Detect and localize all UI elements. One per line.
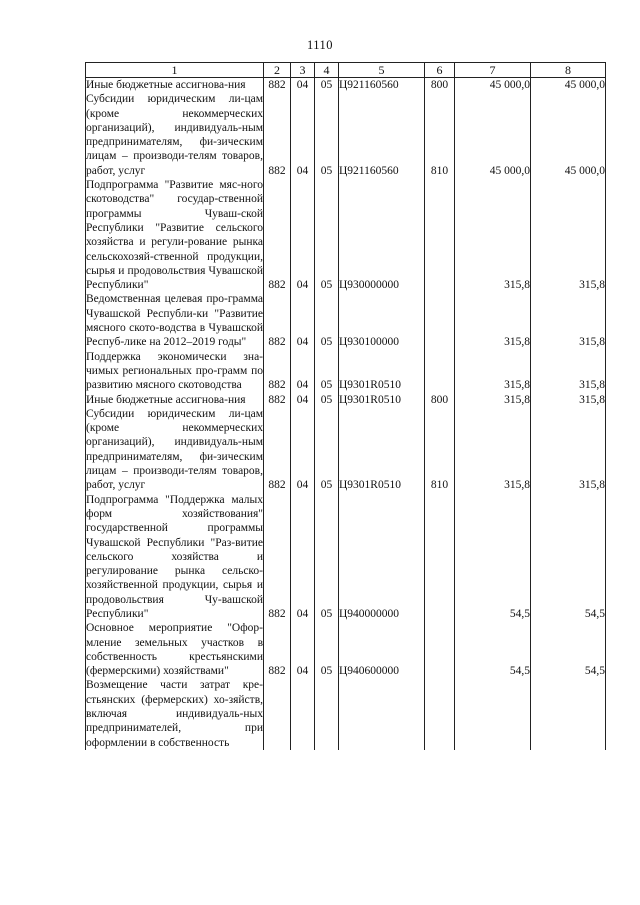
subsection-code: 05	[315, 350, 339, 393]
row-name: Подпрограмма "Поддержка малых форм хозяйствования" государственной программы Чувашской Республики "Раз-витие сельского хозяйства и регулирование рынка сельско-хозяйственной продукции, сырья и продовольствия Чу-вашской Республики"	[86, 493, 263, 620]
target-code: Ц9301R0510	[339, 393, 425, 407]
amount-1: 315,8	[455, 393, 531, 407]
column-header: 7	[455, 63, 531, 78]
target-code	[339, 678, 425, 749]
amount-1	[455, 678, 531, 749]
row-name: Основное мероприятие "Офор-мление земельных участков в собственность крестьянскими (фермерскими) хозяйствами"	[86, 622, 263, 678]
expense-type-code	[425, 493, 455, 622]
subsection-code: 05	[315, 493, 339, 622]
expense-type-code	[425, 292, 455, 349]
row-name: Субсидии юридическим ли-цам (кроме некоммерческих организаций), индивидуаль-ным предпринимателям, фи-зическим лицам – производи-телям товаров, работ, услуг	[86, 407, 263, 492]
column-header: 6	[425, 63, 455, 78]
amount-1: 315,8	[455, 178, 531, 292]
page-number: 1110	[306, 38, 334, 52]
subsection-code: 05	[315, 292, 339, 349]
amount-2: 315,8	[531, 178, 606, 292]
column-header: 3	[291, 63, 315, 78]
section-code: 04	[291, 178, 315, 292]
header-row	[86, 63, 606, 78]
row-name: Иные бюджетные ассигнова-ния	[86, 78, 264, 93]
section-code: 04	[291, 493, 315, 622]
target-code: Ц940000000	[339, 493, 425, 622]
section-code: 04	[291, 292, 315, 349]
amount-2: 45 000,0	[531, 92, 606, 178]
ministry-code: 882	[264, 92, 291, 178]
subsection-code: 05	[315, 78, 339, 93]
ministry-code: 882	[264, 78, 291, 93]
ministry-code: 882	[264, 407, 291, 493]
amount-2: 54,5	[531, 493, 606, 622]
amount-2: 315,8	[531, 393, 606, 407]
ministry-code: 882	[264, 178, 291, 292]
subsection-code: 05	[315, 621, 339, 678]
subsection-code	[315, 678, 339, 749]
ministry-code: 882	[264, 621, 291, 678]
column-header: 2	[264, 63, 291, 78]
table-row	[86, 407, 606, 493]
expense-type-code	[425, 621, 455, 678]
target-code: Ц9301R0510	[339, 407, 425, 493]
column-header: 1	[86, 63, 264, 78]
row-name: Подпрограмма "Развитие мяс-ного скотоводства" государ-ственной программы Чуваш-ской Республики "Развитие сельского хозяйства и регули-рование рынка сельскохозяй-ственной продукции, сырья и продовольствия Чувашской Республики"	[86, 179, 263, 292]
table-row	[86, 350, 606, 393]
amount-1: 315,8	[455, 350, 531, 393]
target-code: Ц940600000	[339, 621, 425, 678]
subsection-code: 05	[315, 407, 339, 493]
section-code: 04	[291, 621, 315, 678]
budget-table	[85, 62, 606, 750]
table-row	[86, 178, 606, 292]
ministry-code: 882	[264, 350, 291, 393]
expense-type-code: 810	[425, 407, 455, 493]
row-name: Иные бюджетные ассигнова-ния	[86, 393, 264, 407]
column-header: 5	[339, 63, 425, 78]
target-code: Ц921160560	[339, 78, 425, 93]
expense-type-code	[425, 350, 455, 393]
column-header: 8	[531, 63, 606, 78]
amount-2: 315,8	[531, 292, 606, 349]
expense-type-code	[425, 678, 455, 749]
amount-2: 315,8	[531, 350, 606, 393]
ministry-code	[264, 678, 291, 749]
table-row	[86, 292, 606, 349]
ministry-code: 882	[264, 493, 291, 622]
table-row	[86, 78, 606, 93]
target-code: Ц930100000	[339, 292, 425, 349]
amount-1: 45 000,0	[455, 92, 531, 178]
expense-type-code	[425, 178, 455, 292]
ministry-code: 882	[264, 393, 291, 407]
amount-1: 45 000,0	[455, 78, 531, 93]
subsection-code: 05	[315, 92, 339, 178]
expense-type-code: 800	[425, 78, 455, 93]
row-name: Субсидии юридическим ли-цам (кроме некоммерческих организаций), индивидуаль-ным предпринимателям, фи-зическим лицам – производи-телям товаров, работ, услуг	[86, 93, 263, 177]
target-code: Ц9301R0510	[339, 350, 425, 393]
table-row	[86, 621, 606, 678]
subsection-code: 05	[315, 178, 339, 292]
table-row	[86, 393, 606, 407]
amount-1: 315,8	[455, 407, 531, 493]
expense-type-code: 800	[425, 393, 455, 407]
amount-1: 54,5	[455, 493, 531, 622]
amount-1: 54,5	[455, 621, 531, 678]
subsection-code: 05	[315, 393, 339, 407]
section-code: 04	[291, 393, 315, 407]
table-row	[86, 92, 606, 178]
section-code: 04	[291, 350, 315, 393]
table-row	[86, 493, 606, 622]
section-code	[291, 678, 315, 749]
row-name: Ведомственная целевая про-грамма Чувашской Республи-ки "Развитие мясного ското-водства в Чувашской Респуб-лике на 2012–2019 годы"	[86, 293, 263, 349]
amount-1: 315,8	[455, 292, 531, 349]
amount-2: 54,5	[531, 621, 606, 678]
ministry-code: 882	[264, 292, 291, 349]
target-code: Ц930000000	[339, 178, 425, 292]
row-name: Поддержка экономически зна-чимых региональных про-грамм по развитию мясного скотоводства	[86, 350, 263, 392]
section-code: 04	[291, 78, 315, 93]
section-code: 04	[291, 92, 315, 178]
table-row	[86, 678, 606, 749]
amount-2	[531, 678, 606, 749]
amount-2: 315,8	[531, 407, 606, 493]
amount-2: 45 000,0	[531, 78, 606, 93]
expense-type-code: 810	[425, 92, 455, 178]
section-code: 04	[291, 407, 315, 493]
row-name: Возмещение части затрат кре-стьянских (фермерских) хо-зяйств, включая индивидуаль-ных предпринимателей, при оформлении в собственность	[86, 679, 263, 749]
column-header: 4	[315, 63, 339, 78]
target-code: Ц921160560	[339, 92, 425, 178]
